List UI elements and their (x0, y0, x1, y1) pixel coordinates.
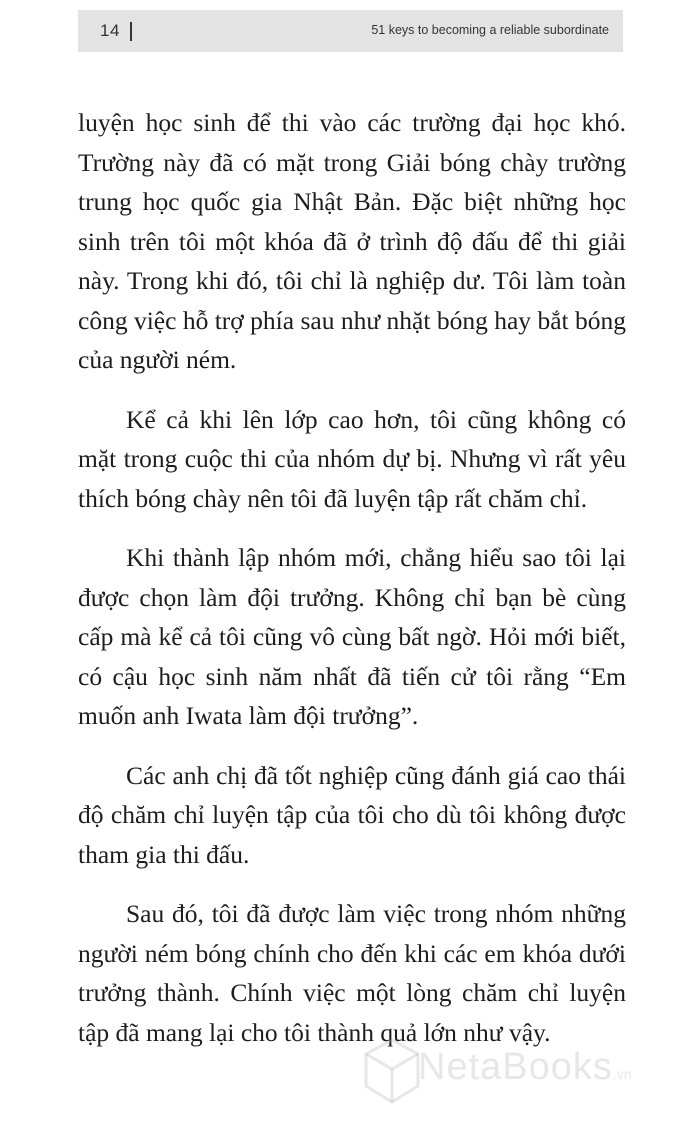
paragraph: luyện học sinh để thi vào các trường đại học khó. Trường này đã có mặt trong Giải bóng chày trường trung học quốc gia Nhật Bản. Đặc biệt những học sinh trên tôi một khóa đã ở trình độ đấu để thi giải này. Trong khi đó, tôi chỉ là nghiệp dư. Tôi làm toàn công việc hỗ trợ phía sau như nhặt bóng hay bắt bóng của người ném. (78, 108, 626, 374)
watermark-text (418, 1046, 632, 1089)
running-title: 51 keys to becoming a reliable subordinate (371, 23, 609, 37)
paragraph: Kể cả khi lên lớp cao hơn, tôi cũng không có mặt trong cuộc thi của nhóm dự bị. Nhưng vì rất yêu thích bóng chày nên tôi đã luyện tập rất chăm chỉ. (78, 404, 626, 513)
paragraph: Sau đó, tôi đã được làm việc trong nhóm những người ném bóng chính cho đến khi các em khóa dưới trưởng thành. Chính việc một lòng chăm chỉ luyện tập đã mang lại cho tôi thành quả lớn như vậy. (78, 899, 626, 1047)
page-number: 14 (100, 21, 120, 40)
header-divider (130, 22, 132, 41)
paragraph: Các anh chị đã tốt nghiệp cũng đánh giá cao thái độ chăm chỉ luyện tập của tôi cho dù tôi không được tham gia thi đấu. (78, 760, 626, 869)
running-header (78, 10, 623, 52)
body-text (78, 103, 626, 1052)
paragraph: Khi thành lập nhóm mới, chẳng hiểu sao tôi lại được chọn làm đội trưởng. Không chỉ bạn bè cùng cấp mà kể cả tôi cũng vô cùng bất ngờ. Hỏi mới biết, có cậu học sinh năm nhất đã tiến cử tôi rằng “Em muốn anh Iwata làm đội trưởng”. (78, 543, 626, 730)
watermark-suffix: .vn (612, 1066, 632, 1082)
watermark-brand: NetaBooks (418, 1046, 613, 1088)
